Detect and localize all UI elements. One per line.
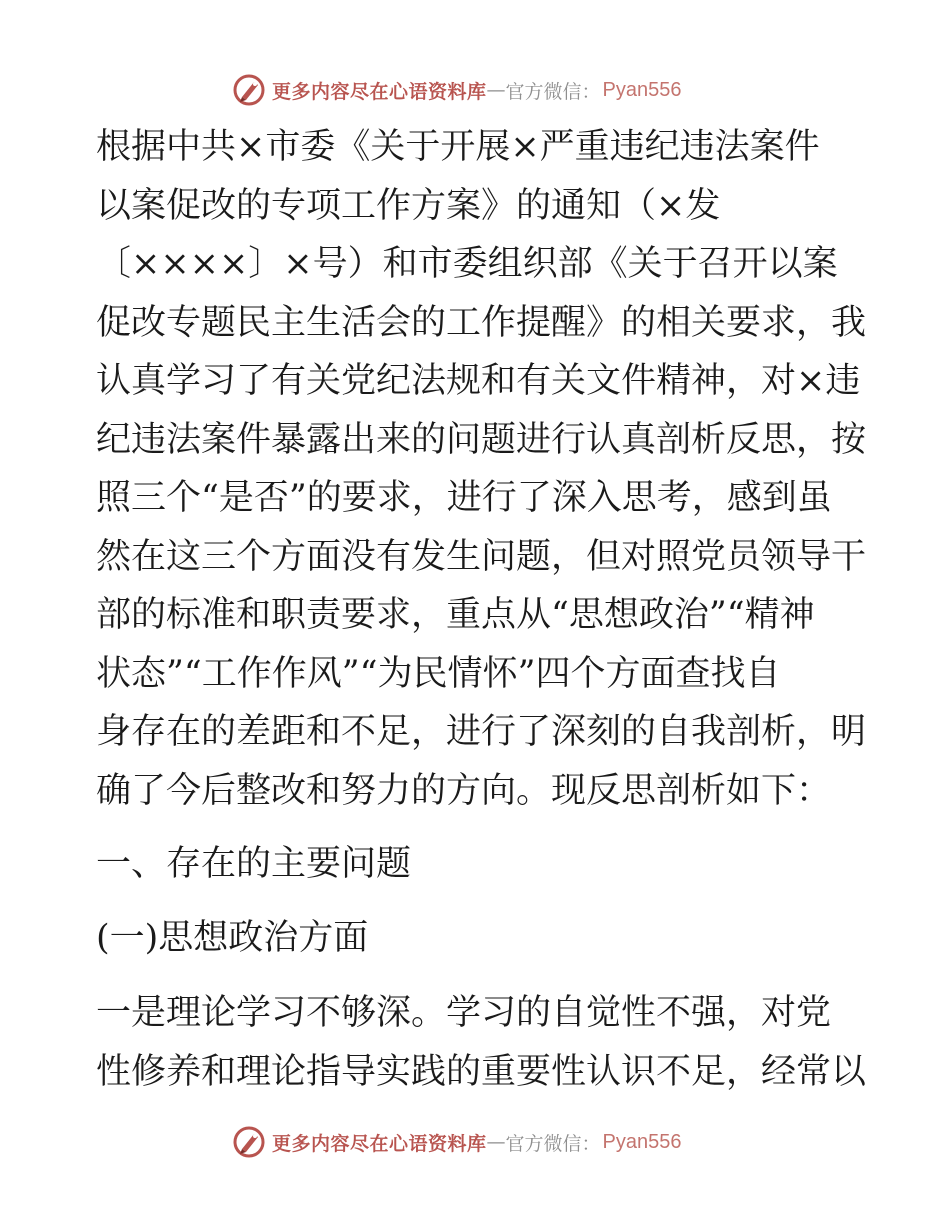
paragraph-line: 以案促改的专项工作方案》的通知（×发 — [96, 185, 721, 226]
paragraph-line: 然在这三个方面没有发生问题，但对照党员领导干 — [96, 536, 867, 577]
banner-wechat-label: 官方微信： — [505, 1132, 601, 1155]
header-banner — [232, 70, 682, 110]
banner-dash: — — [486, 1131, 506, 1153]
paragraph-line: 性修养和理论指导实践的重要性认识不足，经常以 — [96, 1051, 867, 1092]
paragraph-line: 确了今后整改和努力的方向。现反思剖析如下： — [96, 770, 832, 811]
footer-banner — [232, 1122, 682, 1162]
pen-nib-logo-icon — [232, 73, 266, 107]
paragraph-line: 状态”“工作作风”“为民情怀”四个方面查找自 — [96, 653, 781, 694]
banner-wechat-label: 官方微信： — [505, 80, 601, 103]
paragraph-line: 认真学习了有关党纪法规和有关文件精神，对×违 — [96, 361, 861, 401]
banner-wechat-id: Pyan556 — [602, 78, 682, 101]
paragraph-line: 一是理论学习不够深。学习的自觉性不强，对党 — [96, 993, 832, 1033]
paragraph-line: 纪违法案件暴露出来的问题进行认真剖析反思，按 — [96, 419, 867, 460]
problem-paragraph — [96, 984, 866, 1101]
pen-nib-logo-icon — [232, 1125, 266, 1159]
paragraph-line: 部的标准和职责要求，重点从“思想政治”“精神 — [96, 595, 815, 635]
paragraph-line: 照三个“是否”的要求，进行了深入思考，感到虽 — [96, 478, 832, 518]
banner-main-text: 更多内容尽在心语资料库 — [272, 80, 487, 103]
subsection-heading: (一)思想政治方面 — [96, 918, 369, 958]
banner-dash: — — [486, 79, 506, 101]
paragraph-line: 促改专题民主生活会的工作提醒》的相关要求，我 — [96, 302, 867, 343]
banner-wechat-id: Pyan556 — [602, 1130, 682, 1153]
paragraph-line: 〔××××〕×号）和市委组织部《关于召开以案 — [96, 244, 838, 284]
paragraph-line: 身存在的差距和不足，进行了深刻的自我剖析，明 — [96, 712, 867, 752]
section-heading: 一、存在的主要问题 — [96, 844, 412, 884]
intro-paragraph — [96, 118, 866, 820]
banner-main-text: 更多内容尽在心语资料库 — [272, 1132, 487, 1155]
paragraph-line: 根据中共×市委《关于开展×严重违纪违法案件 — [96, 127, 820, 167]
